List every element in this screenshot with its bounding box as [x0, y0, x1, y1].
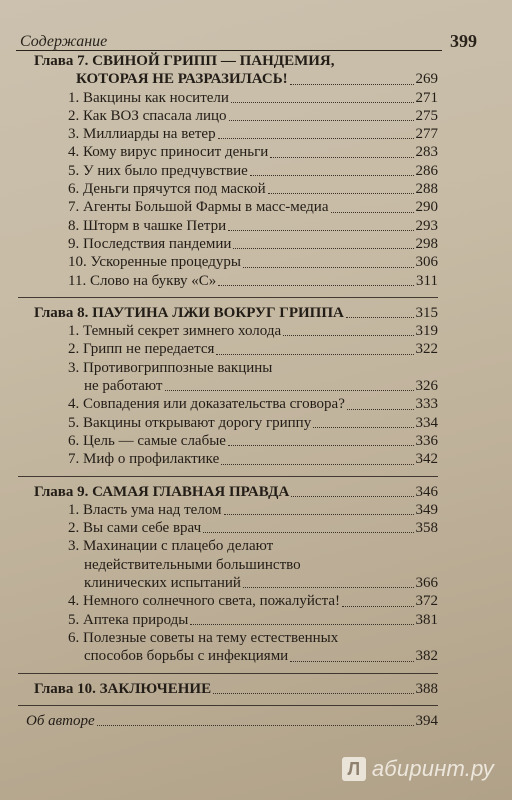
toc-entry [18, 537, 438, 555]
entry-page: 382 [415, 648, 438, 665]
entry-page: 366 [415, 575, 438, 592]
entry-text: 10. Ускоренные процедуры [68, 254, 241, 271]
toc-entry [18, 432, 438, 450]
chapter-9 [18, 483, 438, 666]
page-number: 399 [450, 31, 477, 51]
dot-leader [243, 267, 414, 268]
chapter-title-text: ПАУТИНА ЛЖИ ВОКРУГ ГРИППА [92, 304, 344, 321]
dot-leader [213, 693, 413, 694]
toc-entry [18, 611, 438, 629]
entry-page: 293 [415, 217, 438, 234]
dot-leader [347, 409, 414, 410]
about-author-label: Об авторе [26, 712, 95, 729]
dot-leader [228, 230, 413, 231]
entry-text: 8. Шторм в чашке Петри [68, 217, 227, 234]
toc-entry [18, 143, 438, 161]
watermark [342, 756, 494, 782]
entry-page: 306 [415, 254, 438, 271]
table-of-contents [18, 52, 438, 730]
dot-leader [203, 532, 413, 533]
dot-leader [231, 102, 414, 103]
divider [18, 476, 438, 477]
entry-page: 333 [415, 396, 438, 413]
entry-text: 3. Противогриппозные вакцины [68, 359, 273, 376]
entry-text: 4. Совпадения или доказательства сговора? [68, 396, 345, 413]
entry-text: 11. Слово на букву «С» [68, 272, 217, 289]
chapter-title [18, 52, 438, 70]
entry-page: 319 [415, 323, 438, 340]
chapter-title-text: ЗАКЛЮЧЕНИЕ [99, 680, 212, 697]
chapter-7 [18, 52, 438, 290]
dot-leader [268, 193, 414, 194]
entry-page: 283 [415, 144, 438, 161]
dot-leader [290, 84, 414, 85]
entry-text-continued: способов борьбы с инфекциями [84, 648, 289, 665]
dot-leader [270, 157, 413, 158]
chapter-page: 315 [415, 304, 438, 321]
chapter-label: Глава 10. [34, 680, 96, 697]
toc-entry [18, 253, 438, 271]
dot-leader [331, 212, 414, 213]
chapter-8 [18, 304, 438, 469]
watermark-text: абиринт.ру [371, 756, 494, 781]
dot-leader [250, 175, 414, 176]
toc-entry [18, 519, 438, 537]
dot-leader [218, 285, 414, 286]
divider [18, 297, 438, 298]
entry-page: 322 [415, 341, 438, 358]
chapter-title-line1: СВИНОЙ ГРИПП — ПАНДЕМИЯ, [92, 53, 335, 69]
entry-text-continued: не работают [84, 378, 163, 395]
labirint-logo-icon: Л [342, 757, 366, 781]
entry-text: 5. Вакцины открывают дорогу гриппу [68, 414, 312, 431]
toc-entry [18, 217, 438, 235]
entry-text: 5. У них было предчувствие [68, 162, 248, 179]
chapter-title-text: САМАЯ ГЛАВНАЯ ПРАВДА [92, 483, 290, 500]
toc-entry-continued [18, 647, 438, 665]
dot-leader [342, 606, 414, 607]
dot-leader [283, 335, 413, 336]
toc-entry [18, 501, 438, 519]
toc-entry [18, 272, 438, 290]
toc-entry [18, 359, 438, 377]
entry-page: 358 [415, 520, 438, 537]
toc-entry [18, 235, 438, 253]
dot-leader [218, 138, 414, 139]
entry-page: 381 [415, 611, 438, 628]
chapter-label: Глава 7. [34, 53, 89, 69]
entry-text-continued: клинических испытаний [84, 575, 241, 592]
entry-page: 334 [415, 414, 438, 431]
entry-text: 4. Кому вирус приносит деньги [68, 144, 269, 161]
dot-leader [97, 725, 414, 726]
toc-entry [18, 125, 438, 143]
dot-leader [165, 390, 414, 391]
entry-page: 290 [415, 199, 438, 216]
toc-entry [18, 89, 438, 107]
toc-entry [18, 450, 438, 468]
entry-text: 1. Вакцины как носители [68, 89, 229, 106]
toc-entry [18, 414, 438, 432]
entry-text: 2. Вы сами себе врач [68, 520, 202, 537]
dot-leader [313, 427, 413, 428]
toc-entry [18, 395, 438, 413]
entry-text: 6. Цель — самые слабые [68, 432, 226, 449]
chapter-title [18, 304, 438, 322]
chapter-page: 346 [415, 483, 438, 500]
entry-text: 5. Аптека природы [68, 611, 189, 628]
dot-leader [216, 354, 413, 355]
toc-entry [18, 107, 438, 125]
entry-text: 2. Грипп не передается [68, 341, 215, 358]
chapter-10 [18, 680, 438, 698]
entry-text: 7. Миф о профилактике [68, 451, 220, 468]
entry-page: 326 [415, 378, 438, 395]
entry-text: 6. Деньги прячутся под маской [68, 181, 266, 198]
entry-text: 3. Миллиарды на ветер [68, 126, 216, 143]
entry-text: 1. Темный секрет зимнего холода [68, 323, 282, 340]
entry-page: 271 [415, 89, 438, 106]
entry-page: 311 [416, 272, 438, 289]
dot-leader [291, 496, 413, 497]
dot-leader [233, 248, 413, 249]
toc-entry-continued [18, 556, 438, 574]
entry-page: 298 [415, 235, 438, 252]
dot-leader [290, 661, 413, 662]
entry-page: 288 [415, 181, 438, 198]
page-header [16, 30, 477, 51]
entry-page: 336 [415, 432, 438, 449]
entry-text: 6. Полезные советы на тему естественных [68, 629, 339, 646]
toc-entry-continued [18, 377, 438, 395]
chapter-title [18, 483, 438, 501]
chapter-title [18, 680, 438, 698]
entry-page: 286 [415, 162, 438, 179]
toc-entry [18, 340, 438, 358]
chapter-title-continued [18, 70, 438, 88]
entry-text-continued: недействительными большинство [84, 556, 301, 573]
entry-text: 9. Последствия пандемии [68, 235, 232, 252]
toc-entry [18, 162, 438, 180]
dot-leader [243, 587, 414, 588]
toc-entry [18, 592, 438, 610]
toc-entry [18, 629, 438, 647]
chapter-title-line2: КОТОРАЯ НЕ РАЗРАЗИЛАСЬ! [76, 71, 288, 88]
dot-leader [229, 120, 414, 121]
dot-leader [190, 624, 413, 625]
dot-leader [346, 317, 414, 318]
entry-text: 1. Власть ума над телом [68, 501, 222, 518]
entry-page: 349 [415, 501, 438, 518]
about-author-page: 394 [415, 712, 438, 729]
entry-page: 275 [415, 107, 438, 124]
toc-entry [18, 198, 438, 216]
dot-leader [224, 514, 414, 515]
toc-entry-continued [18, 574, 438, 592]
divider [18, 705, 438, 706]
chapter-page: 388 [415, 680, 438, 697]
entry-text: 7. Агенты Большой Фармы в масс-медиа [68, 199, 329, 216]
entry-page: 372 [415, 593, 438, 610]
entry-text: 3. Махинации с плацебо делают [68, 538, 274, 555]
chapter-page: 269 [415, 71, 438, 88]
dot-leader [221, 464, 413, 465]
chapter-label: Глава 8. [34, 304, 89, 321]
toc-entry [18, 322, 438, 340]
entry-text: 4. Немного солнечного света, пожалуйста! [68, 593, 340, 610]
dot-leader [228, 445, 414, 446]
divider [18, 673, 438, 674]
section-name: Содержание [20, 33, 108, 50]
entry-page: 277 [415, 126, 438, 143]
about-author-entry [18, 712, 438, 730]
toc-entry [18, 180, 438, 198]
chapter-label: Глава 9. [34, 483, 89, 500]
entry-page: 342 [415, 451, 438, 468]
entry-text: 2. Как ВОЗ спасала лицо [68, 107, 227, 124]
